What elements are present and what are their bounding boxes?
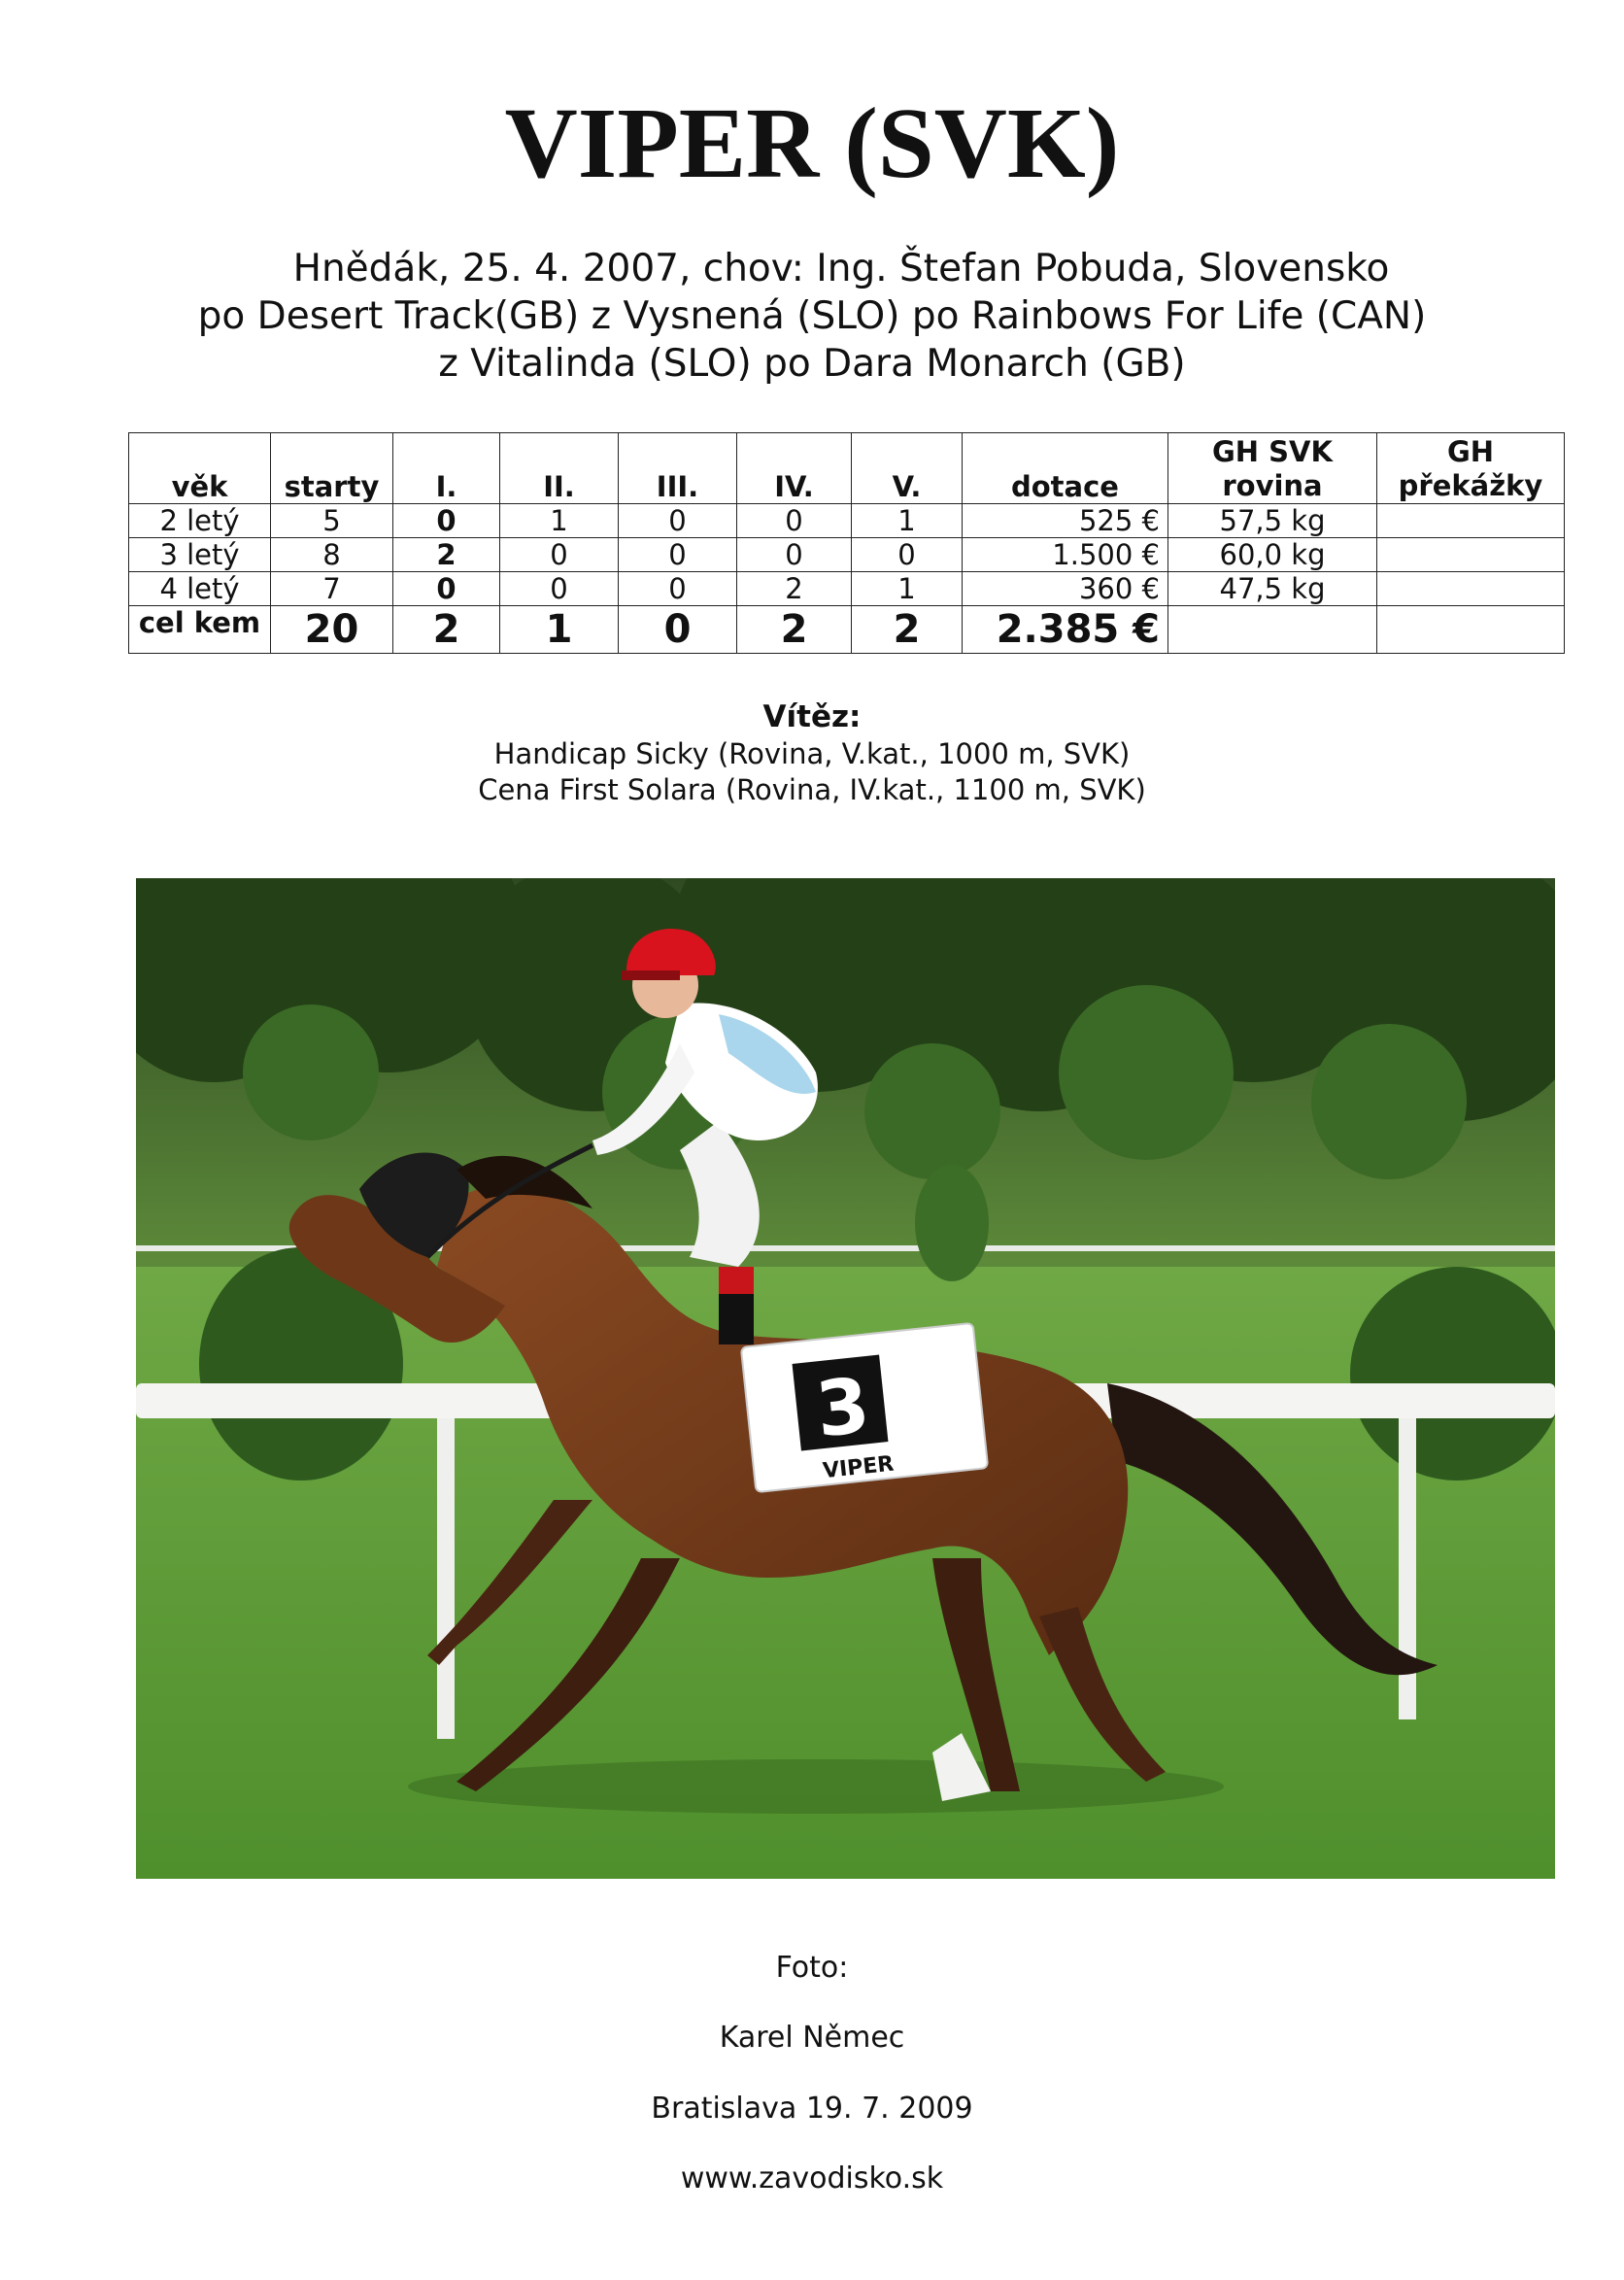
table-row bbox=[129, 572, 1565, 606]
page-title: VIPER (SVK) bbox=[504, 87, 1120, 199]
table-total-row bbox=[129, 606, 1565, 654]
cell-fourth: 0 bbox=[737, 504, 852, 538]
race-stats-table bbox=[128, 432, 1565, 654]
table-row bbox=[129, 538, 1565, 572]
cell-prize-money: 1.500 € bbox=[963, 538, 1168, 572]
cell-gh-jumps bbox=[1377, 538, 1565, 572]
cell-total-label: cel kem bbox=[129, 606, 271, 654]
cell-total-first: 2 bbox=[393, 606, 500, 654]
cell-second: 1 bbox=[500, 504, 619, 538]
col-header-gh-flat: GH SVK rovina bbox=[1168, 433, 1377, 504]
jockey-boot-top bbox=[719, 1267, 754, 1294]
rail-post bbox=[437, 1418, 455, 1739]
cell-total-third: 0 bbox=[619, 606, 737, 654]
hedge-right bbox=[1350, 1267, 1555, 1480]
info-line-pedigree-dam: z Vitalinda (SLO) po Dara Monarch (GB) bbox=[438, 342, 1186, 386]
cell-prize-money: 525 € bbox=[963, 504, 1168, 538]
cell-fourth: 0 bbox=[737, 538, 852, 572]
table-row bbox=[129, 504, 1565, 538]
cell-third: 0 bbox=[619, 572, 737, 606]
col-header-starts: starty bbox=[271, 433, 393, 504]
cell-total-starts: 20 bbox=[271, 606, 393, 654]
website-link[interactable]: www.zavodisko.sk bbox=[680, 2161, 944, 2195]
cell-gh-jumps bbox=[1377, 504, 1565, 538]
cell-age: 2 letý bbox=[129, 504, 271, 538]
photo-credit-label: Foto: bbox=[775, 1951, 849, 1985]
winner-section bbox=[0, 698, 1624, 808]
horse-photo-illustration bbox=[136, 878, 1555, 1879]
cell-gh-flat: 60,0 kg bbox=[1168, 538, 1377, 572]
cell-age: 4 letý bbox=[129, 572, 271, 606]
col-header-age: věk bbox=[129, 433, 271, 504]
cell-fifth: 1 bbox=[852, 504, 963, 538]
horse-info bbox=[0, 245, 1624, 388]
cell-gh-jumps bbox=[1377, 572, 1565, 606]
cell-third: 0 bbox=[619, 538, 737, 572]
photographer-name: Karel Němec bbox=[719, 2021, 905, 2055]
cell-total-gh-flat bbox=[1168, 606, 1377, 654]
winner-race-2: Cena First Solara (Rovina, IV.kat., 1100 m, SVK) bbox=[478, 773, 1146, 806]
cell-fifth: 1 bbox=[852, 572, 963, 606]
col-header-gh-jumps: GH překážky bbox=[1377, 433, 1565, 504]
cell-starts: 8 bbox=[271, 538, 393, 572]
cell-total-fifth: 2 bbox=[852, 606, 963, 654]
winner-heading: Vítěz: bbox=[762, 699, 862, 734]
cell-fifth: 0 bbox=[852, 538, 963, 572]
cell-gh-flat: 57,5 kg bbox=[1168, 504, 1377, 538]
info-line-pedigree-sire: po Desert Track(GB) z Vysnená (SLO) po Rainbows For Life (CAN) bbox=[197, 294, 1427, 338]
col-header-prize-money: dotace bbox=[963, 433, 1168, 504]
col-header-third: III. bbox=[619, 433, 737, 504]
cell-total-gh-jumps bbox=[1377, 606, 1565, 654]
hedge-middle bbox=[915, 1165, 989, 1281]
cell-first: 0 bbox=[393, 504, 500, 538]
info-line-color-birth-breeder: Hnědák, 25. 4. 2007, chov: Ing. Štefan Pobuda, Slovensko bbox=[292, 247, 1390, 290]
horse-photo bbox=[136, 878, 1555, 1879]
cell-gh-flat: 47,5 kg bbox=[1168, 572, 1377, 606]
cell-total-fourth: 2 bbox=[737, 606, 852, 654]
cell-total-prize-money: 2.385 € bbox=[963, 606, 1168, 654]
cell-total-second: 1 bbox=[500, 606, 619, 654]
cell-second: 0 bbox=[500, 572, 619, 606]
winner-race-1: Handicap Sicky (Rovina, V.kat., 1000 m, SVK) bbox=[493, 737, 1131, 770]
table-header-row bbox=[129, 433, 1565, 504]
col-header-fourth: IV. bbox=[737, 433, 852, 504]
saddle-number: 3 bbox=[812, 1362, 874, 1455]
cell-prize-money: 360 € bbox=[963, 572, 1168, 606]
cell-first: 0 bbox=[393, 572, 500, 606]
cell-starts: 5 bbox=[271, 504, 393, 538]
horse-shadow bbox=[408, 1759, 1224, 1814]
col-header-first: I. bbox=[393, 433, 500, 504]
photo-place-date: Bratislava 19. 7. 2009 bbox=[651, 2092, 973, 2126]
col-header-fifth: V. bbox=[852, 433, 963, 504]
col-header-second: II. bbox=[500, 433, 619, 504]
jockey-helmet-peak bbox=[622, 970, 680, 980]
cell-second: 0 bbox=[500, 538, 619, 572]
cell-first: 2 bbox=[393, 538, 500, 572]
saddle-name: VIPER bbox=[821, 1451, 896, 1484]
cell-third: 0 bbox=[619, 504, 737, 538]
cell-age: 3 letý bbox=[129, 538, 271, 572]
cell-starts: 7 bbox=[271, 572, 393, 606]
cell-fourth: 2 bbox=[737, 572, 852, 606]
